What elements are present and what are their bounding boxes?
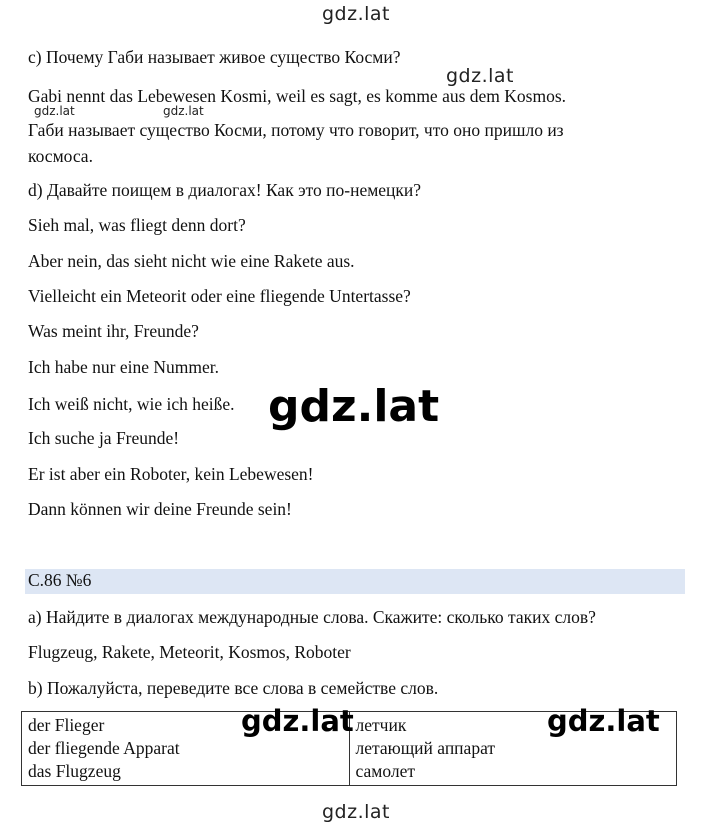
phrase-5: Ich habe nur eine Nummer. xyxy=(28,357,219,377)
phrase-2: Aber nein, das sieht nicht wie eine Rakete aus. xyxy=(28,251,355,271)
watermark-big-center: gdz.lat xyxy=(268,381,440,432)
question-c: с) Почему Габи называет живое существо Косми? xyxy=(28,47,401,67)
watermark-top: gdz.lat xyxy=(322,3,391,25)
word-russian: летающий аппарат xyxy=(355,738,496,758)
watermark-table-right: gdz.lat xyxy=(547,704,660,738)
word-german: das Flugzeug xyxy=(28,761,121,781)
section-title: С.86 №6 xyxy=(28,570,92,590)
answer-c-russian-1: Габи называет существо Косми, потому что говорит, что оно пришло из xyxy=(28,120,564,140)
watermark-table-left: gdz.lat xyxy=(241,704,354,738)
phrase-7: Ich suche ja Freunde! xyxy=(28,428,180,448)
watermark-mid-right: gdz.lat xyxy=(446,65,515,87)
task-a-answer: Flugzeug, Rakete, Meteorit, Kosmos, Roboter xyxy=(28,642,351,662)
answer-c-russian-2: космоса. xyxy=(28,146,93,166)
word-german: der Flieger xyxy=(28,715,105,735)
phrase-4: Was meint ihr, Freunde? xyxy=(28,321,199,341)
phrase-9: Dann können wir deine Freunde sein! xyxy=(28,499,292,519)
phrase-3: Vielleicht ein Meteorit oder eine fliegende Untertasse? xyxy=(28,286,411,306)
phrase-1: Sieh mal, was fliegt denn dort? xyxy=(28,215,246,235)
phrase-6: Ich weiß nicht, wie ich heiße. xyxy=(28,394,235,414)
answer-c-german: Gabi nennt das Lebewesen Kosmi, weil es sagt, es komme aus dem Kosmos. xyxy=(28,86,567,106)
watermark-bottom: gdz.lat xyxy=(322,801,391,823)
phrase-8: Er ist aber ein Roboter, kein Lebewesen! xyxy=(28,464,314,484)
task-b: b) Пожалуйста, переведите все слова в семействе слов. xyxy=(28,678,439,698)
watermark-small-mid: gdz.lat xyxy=(163,104,204,118)
word-german: der fliegende Apparat xyxy=(28,738,180,758)
question-d: d) Давайте поищем в диалогах! Как это по-немецки? xyxy=(28,180,422,200)
task-a: а) Найдите в диалогах международные слова. Скажите: сколько таких слов? xyxy=(28,607,596,627)
watermark-small-left: gdz.lat xyxy=(34,104,75,118)
word-russian: летчик xyxy=(355,715,407,735)
word-russian: самолет xyxy=(355,761,415,781)
section-header xyxy=(25,569,685,594)
